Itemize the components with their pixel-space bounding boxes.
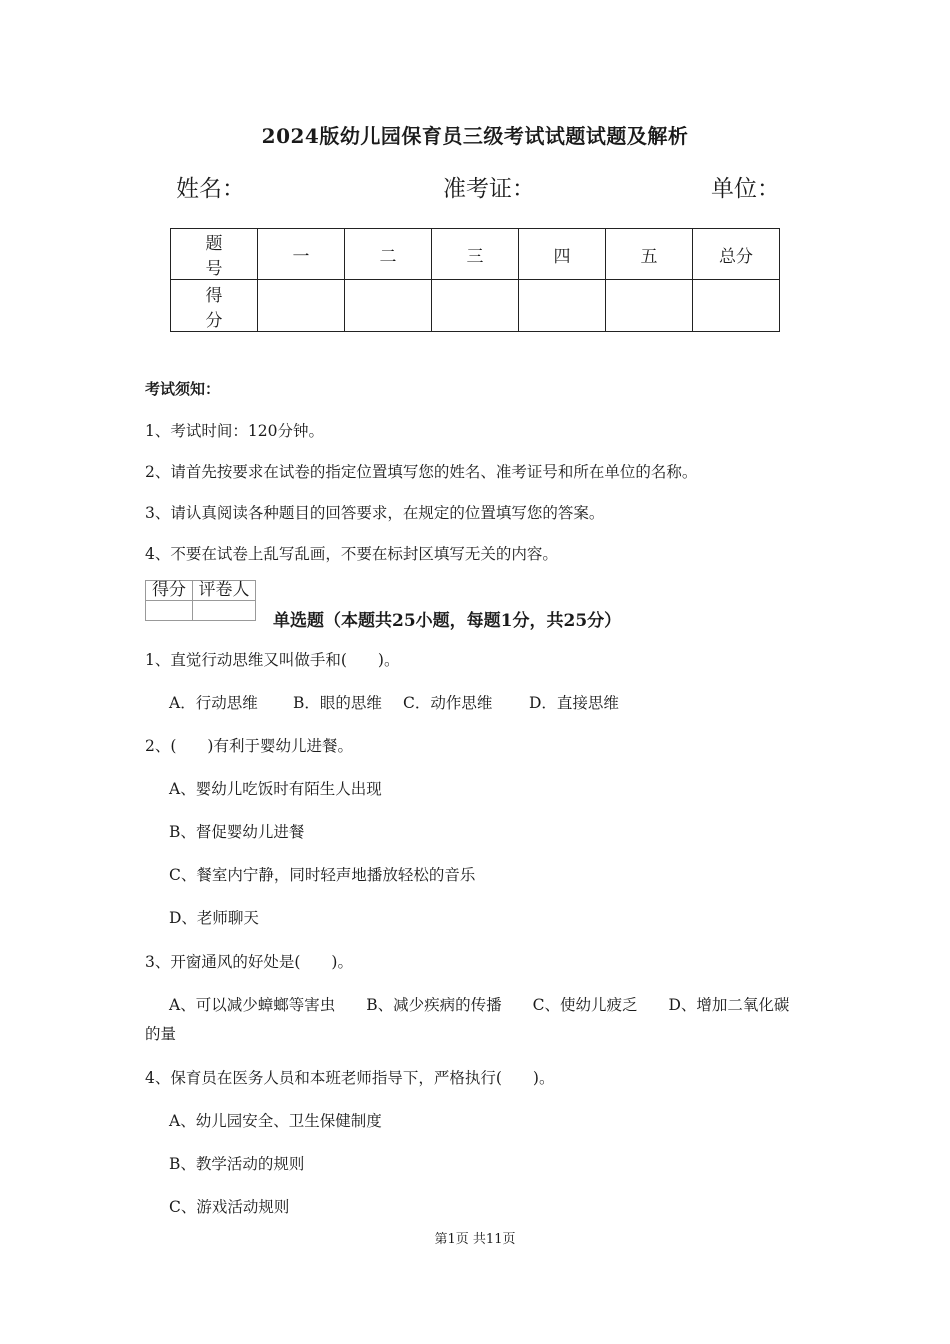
question-stem: 1、直觉行动思维又叫做手和( )。	[145, 651, 400, 669]
exam-number-label: 准考证：	[443, 176, 535, 202]
option[interactable]: C、游戏活动规则	[169, 1198, 290, 1216]
notice-item: 2、请首先按要求在试卷的指定位置填写您的姓名、准考证号和所在单位的名称。	[145, 463, 698, 481]
section-3-header: 三	[432, 229, 519, 280]
section-4-header: 四	[519, 229, 606, 280]
question-options-wrap: 的量	[145, 1025, 177, 1043]
score-table-header-row	[171, 229, 780, 280]
score-cell[interactable]	[519, 280, 606, 332]
notice-item: 1、考试时间：120分钟。	[145, 422, 324, 440]
score-cell[interactable]	[693, 280, 780, 332]
grader-name-label: 评卷人	[193, 581, 256, 601]
page-footer: 第1页 共11页	[434, 1232, 516, 1247]
option[interactable]: A．行动思维	[169, 694, 258, 712]
document-title: 2024版幼儿园保育员三级考试试题试题及解析	[261, 124, 689, 148]
grader-score-cell[interactable]	[146, 601, 193, 621]
option[interactable]: A、婴幼儿吃饭时有陌生人出现	[169, 780, 382, 798]
question-options	[169, 691, 619, 713]
section-heading: 单选题（本题共25小题，每题1分，共25分）	[273, 611, 622, 631]
score-cell[interactable]	[258, 280, 345, 332]
grader-box	[145, 580, 256, 621]
notice-heading: 考试须知：	[145, 380, 221, 398]
unit-label: 单位：	[711, 176, 780, 202]
option[interactable]: B、督促婴幼儿进餐	[169, 823, 305, 841]
notice-item: 4、不要在试卷上乱写乱画，不要在标封区填写无关的内容。	[145, 545, 558, 563]
question-number-header: 题 号	[171, 229, 258, 280]
score-row-label: 得 分	[171, 280, 258, 332]
option[interactable]: C．动作思维	[403, 694, 493, 712]
section-5-header: 五	[606, 229, 693, 280]
notice-item: 3、请认真阅读各种题目的回答要求，在规定的位置填写您的答案。	[145, 504, 605, 522]
score-cell[interactable]	[606, 280, 693, 332]
section-2-header: 二	[345, 229, 432, 280]
score-table	[170, 228, 780, 332]
section-1-header: 一	[258, 229, 345, 280]
option[interactable]: D．直接思维	[529, 694, 619, 712]
name-label: 姓名：	[176, 176, 245, 202]
question-stem: 3、开窗通风的好处是( )。	[145, 953, 353, 971]
grader-name-cell[interactable]	[193, 601, 256, 621]
option[interactable]: C、餐室内宁静，同时轻声地播放轻松的音乐	[169, 866, 476, 884]
total-header: 总分	[693, 229, 780, 280]
option[interactable]: A、幼儿园安全、卫生保健制度	[169, 1112, 382, 1130]
score-cell[interactable]	[345, 280, 432, 332]
score-table-score-row	[171, 280, 780, 332]
option[interactable]: B、教学活动的规则	[169, 1155, 305, 1173]
question-stem: 4、保育员在医务人员和本班老师指导下，严格执行( )。	[145, 1069, 555, 1087]
option[interactable]: D、老师聊天	[169, 909, 259, 927]
option[interactable]: B．眼的思维	[293, 694, 382, 712]
grader-score-label: 得分	[146, 581, 193, 601]
question-options-line: A、可以减少蟑螂等害虫 B、减少疾病的传播 C、使幼儿疲乏 D、增加二氧化碳	[169, 996, 790, 1014]
score-cell[interactable]	[432, 280, 519, 332]
question-stem: 2、( )有利于婴幼儿进餐。	[145, 737, 353, 755]
